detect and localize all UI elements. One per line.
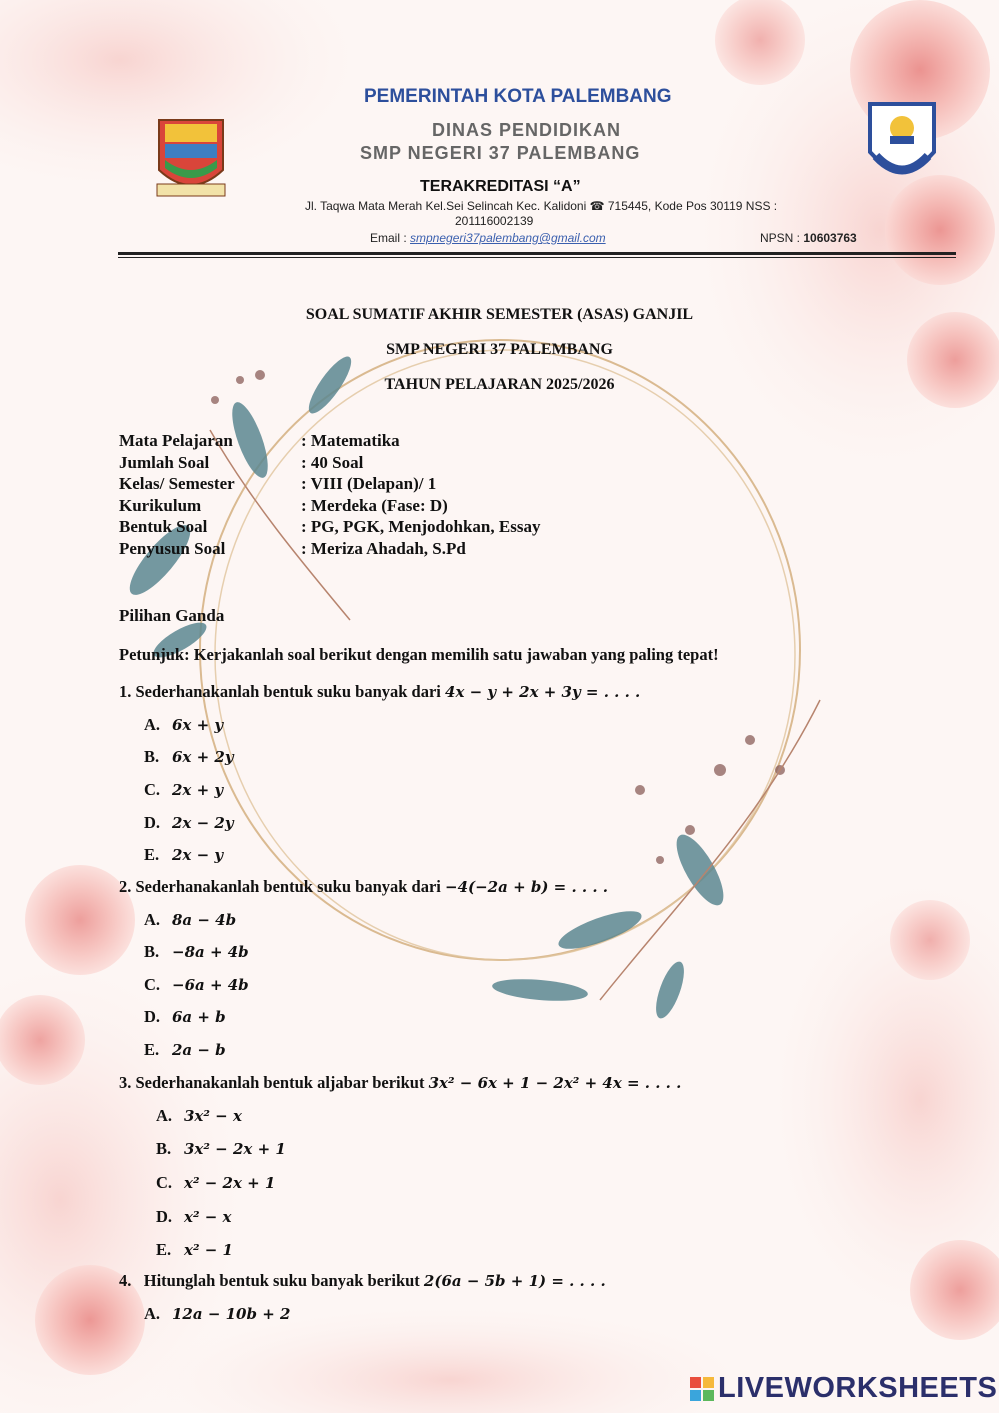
- info-row: [119, 473, 540, 495]
- palembang-city-logo: [153, 110, 229, 202]
- npsn-value: 10603763: [803, 231, 857, 245]
- option-value: −6a + 4b: [172, 976, 249, 994]
- option-value: −8a + 4b: [172, 943, 249, 961]
- option-c[interactable]: [144, 780, 223, 800]
- option-key: D.: [144, 813, 161, 832]
- option-key: C.: [156, 1173, 173, 1192]
- instructions: Petunjuk: Kerjakanlah soal berikut dengan memilih satu jawaban yang paling tepat!: [119, 645, 719, 664]
- info-label: Mata Pelajaran: [119, 431, 233, 450]
- option-a[interactable]: [144, 1304, 290, 1324]
- info-value: : 40 Soal: [301, 452, 364, 472]
- option-b[interactable]: [144, 942, 249, 962]
- info-value: : Matematika: [301, 431, 400, 450]
- option-key: A.: [156, 1106, 173, 1125]
- info-label: Kurikulum: [119, 495, 202, 515]
- option-value: 2x + y: [172, 781, 224, 799]
- option-d[interactable]: [156, 1207, 231, 1227]
- school-name: SMP NEGERI 37 PALEMBANG: [360, 143, 641, 163]
- option-b[interactable]: [156, 1139, 286, 1159]
- section-title: Pilihan Ganda: [119, 606, 225, 625]
- government-title: PEMERINTAH KOTA PALEMBANG: [364, 86, 672, 107]
- option-value: 3x² − 2x + 1: [184, 1140, 286, 1158]
- option-value: 12a − 10b + 2: [172, 1305, 291, 1323]
- school-logo: [866, 100, 938, 188]
- option-key: A.: [144, 715, 161, 734]
- header-divider: [118, 252, 956, 255]
- question-math: 3x² − 6x + 1 − 2x² + 4x = . . . .: [428, 1074, 682, 1092]
- exam-year: TAHUN PELAJARAN 2025/2026: [384, 376, 615, 393]
- option-e[interactable]: [156, 1240, 233, 1260]
- option-key: E.: [144, 845, 160, 864]
- question-text: Sederhanakanlah bentuk suku banyak dari: [135, 877, 446, 896]
- question-number: 4.: [119, 1271, 132, 1290]
- option-key: E.: [156, 1240, 172, 1259]
- option-value: x² − 2x + 1: [184, 1174, 276, 1192]
- info-value: : Meriza Ahadah, S.Pd: [301, 538, 466, 558]
- option-key: C.: [144, 780, 161, 799]
- info-value: : VIII (Delapan)/ 1: [301, 474, 437, 493]
- option-e[interactable]: [144, 845, 223, 865]
- question-4: [119, 1271, 606, 1291]
- option-key: A.: [144, 910, 161, 929]
- option-value: 2x − 2y: [172, 814, 234, 832]
- question-number: 1.: [119, 682, 132, 701]
- info-label: Bentuk Soal: [119, 517, 208, 536]
- info-row: [119, 495, 540, 517]
- info-row: [119, 430, 540, 452]
- header-divider-thin: [118, 257, 956, 258]
- email-link[interactable]: smpnegeri37palembang@gmail.com: [410, 231, 606, 245]
- info-label: Kelas/ Semester: [119, 474, 235, 493]
- email-label: Email :: [370, 231, 411, 245]
- option-e[interactable]: [144, 1040, 226, 1060]
- npsn-line: [760, 231, 857, 245]
- info-value: : PG, PGK, Menjodohkan, Essay: [301, 517, 541, 536]
- liveworksheets-brand: LIVEWORKSHEETS: [718, 1372, 998, 1404]
- question-number: 3.: [119, 1073, 132, 1092]
- info-row: [119, 452, 540, 474]
- info-row: [119, 516, 540, 538]
- address-line-1: Jl. Taqwa Mata Merah Kel.Sei Selincah Kec. Kalidoni ☎ 715445, Kode Pos 30119 NSS :: [305, 199, 778, 213]
- option-a[interactable]: [156, 1106, 242, 1126]
- option-key: A.: [144, 1304, 161, 1323]
- question-text: Hitunglah bentuk suku banyak berikut: [143, 1271, 424, 1290]
- school-address: [305, 199, 850, 229]
- option-key: B.: [144, 747, 160, 766]
- liveworksheets-logo-icon: [690, 1377, 714, 1401]
- question-math: 2(6a − 5b + 1) = . . . .: [423, 1272, 606, 1290]
- npsn-label: NPSN :: [760, 231, 804, 245]
- question-math: 4x − y + 2x + 3y = . . . .: [445, 683, 641, 701]
- info-row: [119, 538, 540, 560]
- option-c[interactable]: [144, 975, 249, 995]
- accreditation: TERAKREDITASI “A”: [420, 178, 581, 195]
- exam-title: SOAL SUMATIF AKHIR SEMESTER (ASAS) GANJIL: [305, 306, 694, 323]
- option-a[interactable]: [144, 715, 223, 735]
- option-value: 2a − b: [172, 1041, 226, 1059]
- question-3: [119, 1073, 681, 1093]
- info-label: Jumlah Soal: [119, 452, 210, 472]
- option-d[interactable]: [144, 813, 234, 833]
- exam-school: SMP NEGERI 37 PALEMBANG: [386, 341, 613, 358]
- option-a[interactable]: [144, 910, 236, 930]
- question-number: 2.: [119, 877, 132, 896]
- question-2: [119, 877, 608, 897]
- question-math: −4(−2a + b) = . . . .: [445, 878, 609, 896]
- question-text: Sederhanakanlah bentuk aljabar berikut: [135, 1073, 429, 1092]
- address-line-2: 201116002139: [455, 214, 534, 228]
- info-value: : Merdeka (Fase: D): [301, 495, 448, 515]
- option-value: x² − x: [184, 1208, 232, 1226]
- option-d[interactable]: [144, 1007, 226, 1027]
- option-value: 2x − y: [172, 846, 224, 864]
- option-key: C.: [144, 975, 161, 994]
- option-value: x² − 1: [184, 1241, 233, 1259]
- info-label: Penyusun Soal: [119, 538, 226, 558]
- department-title: DINAS PENDIDIKAN: [432, 120, 622, 140]
- option-key: D.: [144, 1007, 161, 1026]
- option-value: 8a − 4b: [172, 911, 237, 929]
- option-value: 3x² − x: [184, 1107, 242, 1125]
- option-value: 6a + b: [172, 1008, 226, 1026]
- option-c[interactable]: [156, 1173, 275, 1193]
- option-key: B.: [144, 942, 160, 961]
- question-text: Sederhanakanlah bentuk suku banyak dari: [135, 682, 446, 701]
- option-value: 6x + y: [172, 716, 224, 734]
- question-1: [119, 682, 640, 702]
- option-b[interactable]: [144, 747, 234, 767]
- option-value: 6x + 2y: [172, 748, 234, 766]
- option-key: E.: [144, 1040, 160, 1059]
- email-line: [370, 231, 606, 245]
- exam-info: [119, 430, 540, 559]
- option-key: D.: [156, 1207, 173, 1226]
- option-key: B.: [156, 1139, 172, 1158]
